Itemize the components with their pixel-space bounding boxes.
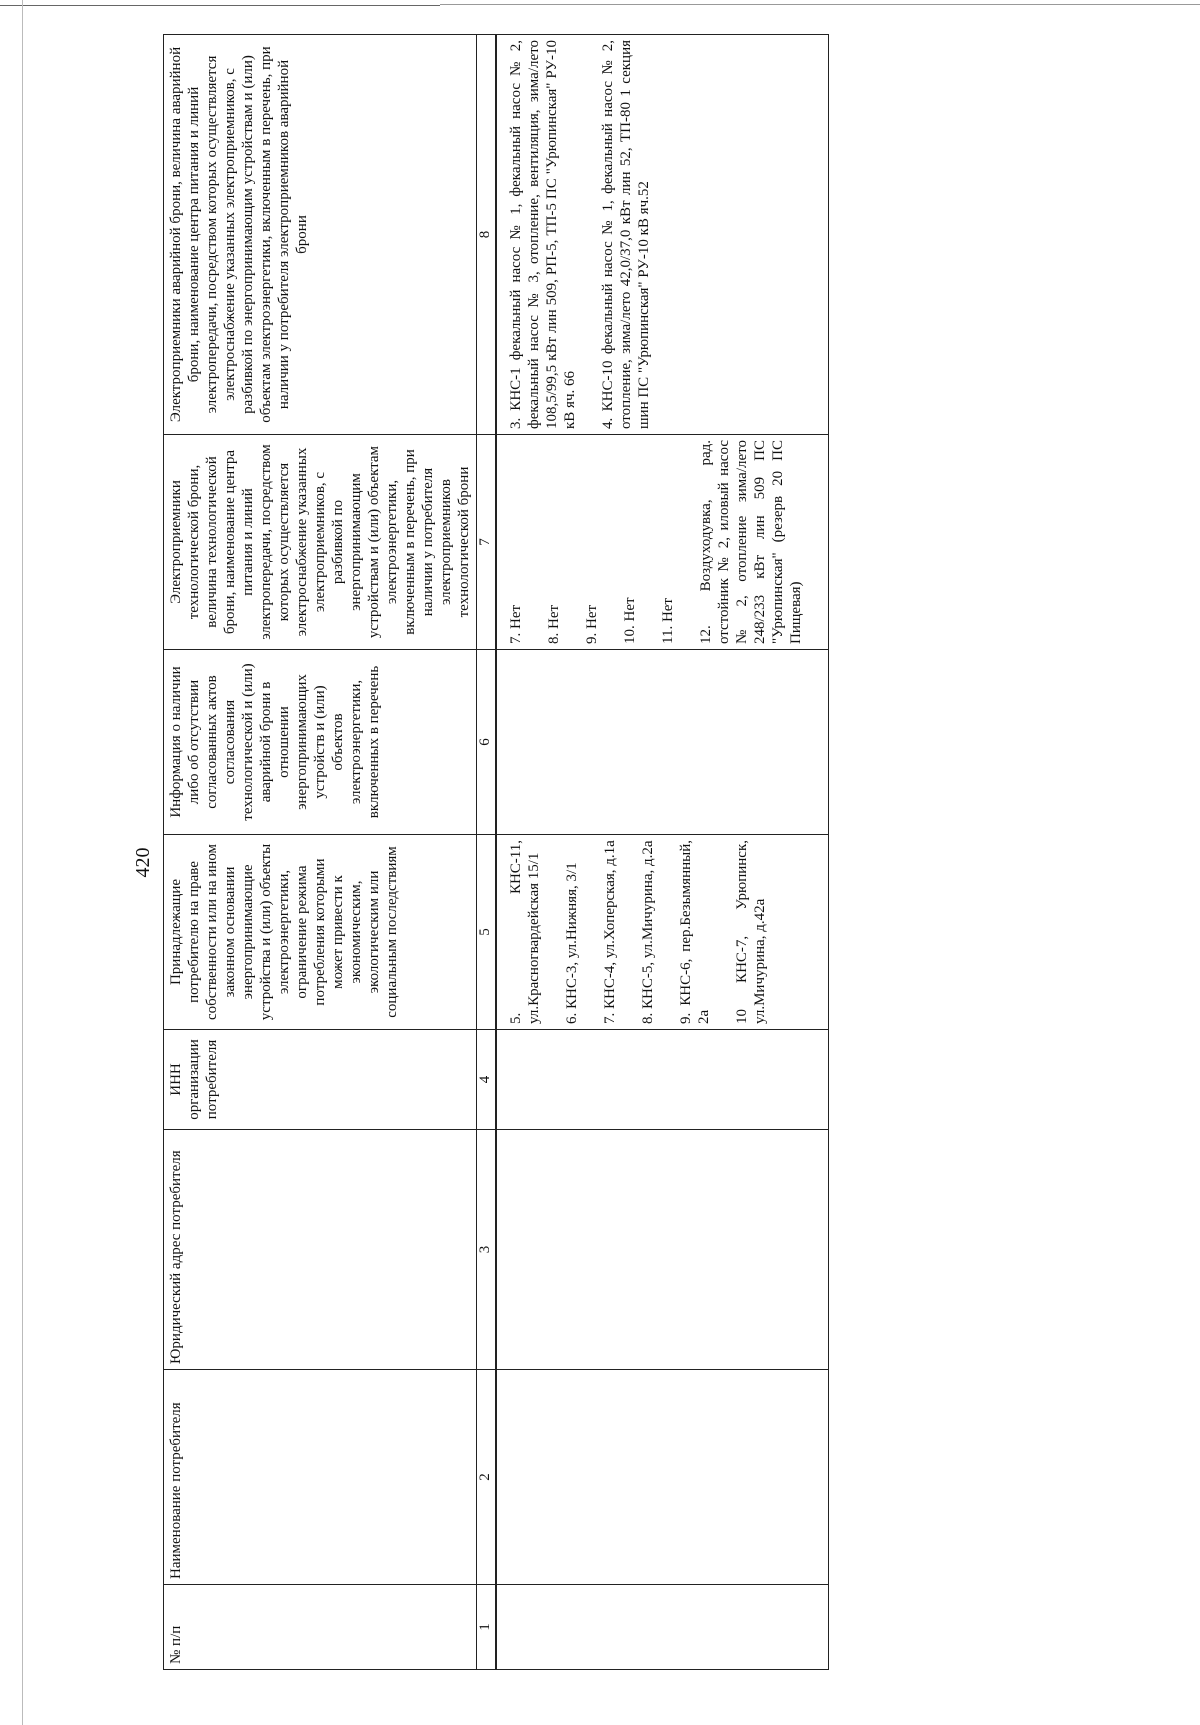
header-cell-5: Принадлежащие потребителю на праве собственности или на ином законном основании энергопринимающие устройства и (или) объекты электроэнергетики, ограничение режима потребления которыми может привести к экономическим, экологическим или социальным последствиям [164, 835, 477, 1030]
column-number: 4 [477, 1030, 497, 1130]
header-cell-3: Юридический адрес потребителя [164, 1130, 477, 1370]
list-item: 5. КНС-11, ул.Красногвардейская 15/1 [508, 840, 542, 1024]
header-cell-7: Электроприемники технологической брони, величина технологической брони, наименование центра питания и линий электропередачи, посредством которых осуществляется электроснабжение указанных электроприемников, с разбивкой по энергопринимающим устройствам и (или) объектам электроэнергетики, включенным в перечень, при наличии у потребителя электроприемников технологической брони [164, 435, 477, 650]
column-number: 6 [477, 650, 497, 835]
column-number: 1 [477, 1585, 497, 1670]
header-cell-4: ИНН организации потребителя [164, 1030, 477, 1130]
table-header-row [164, 35, 477, 1670]
list-item: 6. КНС-3, ул.Нижняя, 3/1 [564, 862, 580, 1024]
column-number: 5 [477, 835, 497, 1030]
list-item: 3. КНС-1 фекальный насос № 1, фекальный насос № 2, фекальный насос № 3, отопление, вентиляция, зима/лето 108,5/99,5 кВт лин 509, РП-5, ТП-5 ПС "Урюпинская" РУ-10 кВ яч. 66 [508, 40, 578, 429]
consumer-table [163, 34, 829, 1670]
body-cell-3 [496, 1130, 829, 1370]
list-item: 8. КНС-5, ул.Мичурина, д.2а [640, 840, 656, 1024]
column-number: 3 [477, 1130, 497, 1370]
list-item: 8. Нет [546, 604, 562, 644]
column-number: 8 [477, 35, 497, 435]
table-body-row [496, 35, 829, 1670]
list-item: 7. КНС-4, ул.Хоперская, д.1а [602, 840, 618, 1024]
list-item: 12. Воздуходувка, рад. отстойник № 2, иловый насос № 2, отопление зима/лето 248/233 кВт лин 509 ПС "Урюпинская" (резерв 20 ПС Пищевая) [698, 440, 804, 644]
list-item: 10. Нет [622, 597, 638, 644]
list-item: 4. КНС-10 фекальный насос № 1, фекальный насос № 2, отопление, зима/лето 42,0/37,0 кВт лин 52, ТП-80 1 секция шин ПС "Урюпинская" РУ-10 кВ яч.52 [600, 40, 652, 429]
list-item: 11. Нет [660, 598, 676, 644]
body-cell-6 [496, 650, 829, 835]
column-number-row [477, 35, 497, 1670]
list-item: 9. КНС-6, пер.Безымянный, 2а [678, 840, 712, 1024]
page-number: 420 [132, 847, 154, 878]
header-cell-2: Наименование потребителя [164, 1370, 477, 1585]
list-item: 10 КНС-7, Урюпинск, ул.Мичурина, д.42а [734, 840, 768, 1024]
body-cell-2 [496, 1370, 829, 1585]
body-cell-1 [496, 1585, 829, 1670]
column-number: 2 [477, 1370, 497, 1585]
body-cell-8 [496, 35, 829, 435]
body-cell-4 [496, 1030, 829, 1130]
list-item: 9. Нет [584, 604, 600, 644]
column-number: 7 [477, 435, 497, 650]
body-cell-7 [496, 435, 829, 650]
header-cell-1: № п/п [164, 1585, 477, 1670]
list-item: 7. Нет [508, 604, 524, 644]
header-cell-6: Информация о наличии либо об отсутствии согласованных актов согласования технологической и (или) аварийной брони в отношении энергопринимающих устройств и (или) объектов электроэнергетики, включенных в перечень [164, 650, 477, 835]
body-cell-5 [496, 835, 829, 1030]
header-cell-8: Электроприемники аварийной брони, величина аварийной брони, наименование центра питания и линий электропередачи, посредством которых осуществляется электроснабжение указанных электроприемников, с разбивкой по энергопринимающим устройствам и (или) объектам электроэнергетики, включенным в перечень, при наличии у потребителя электроприемников аварийной брони [164, 35, 477, 435]
